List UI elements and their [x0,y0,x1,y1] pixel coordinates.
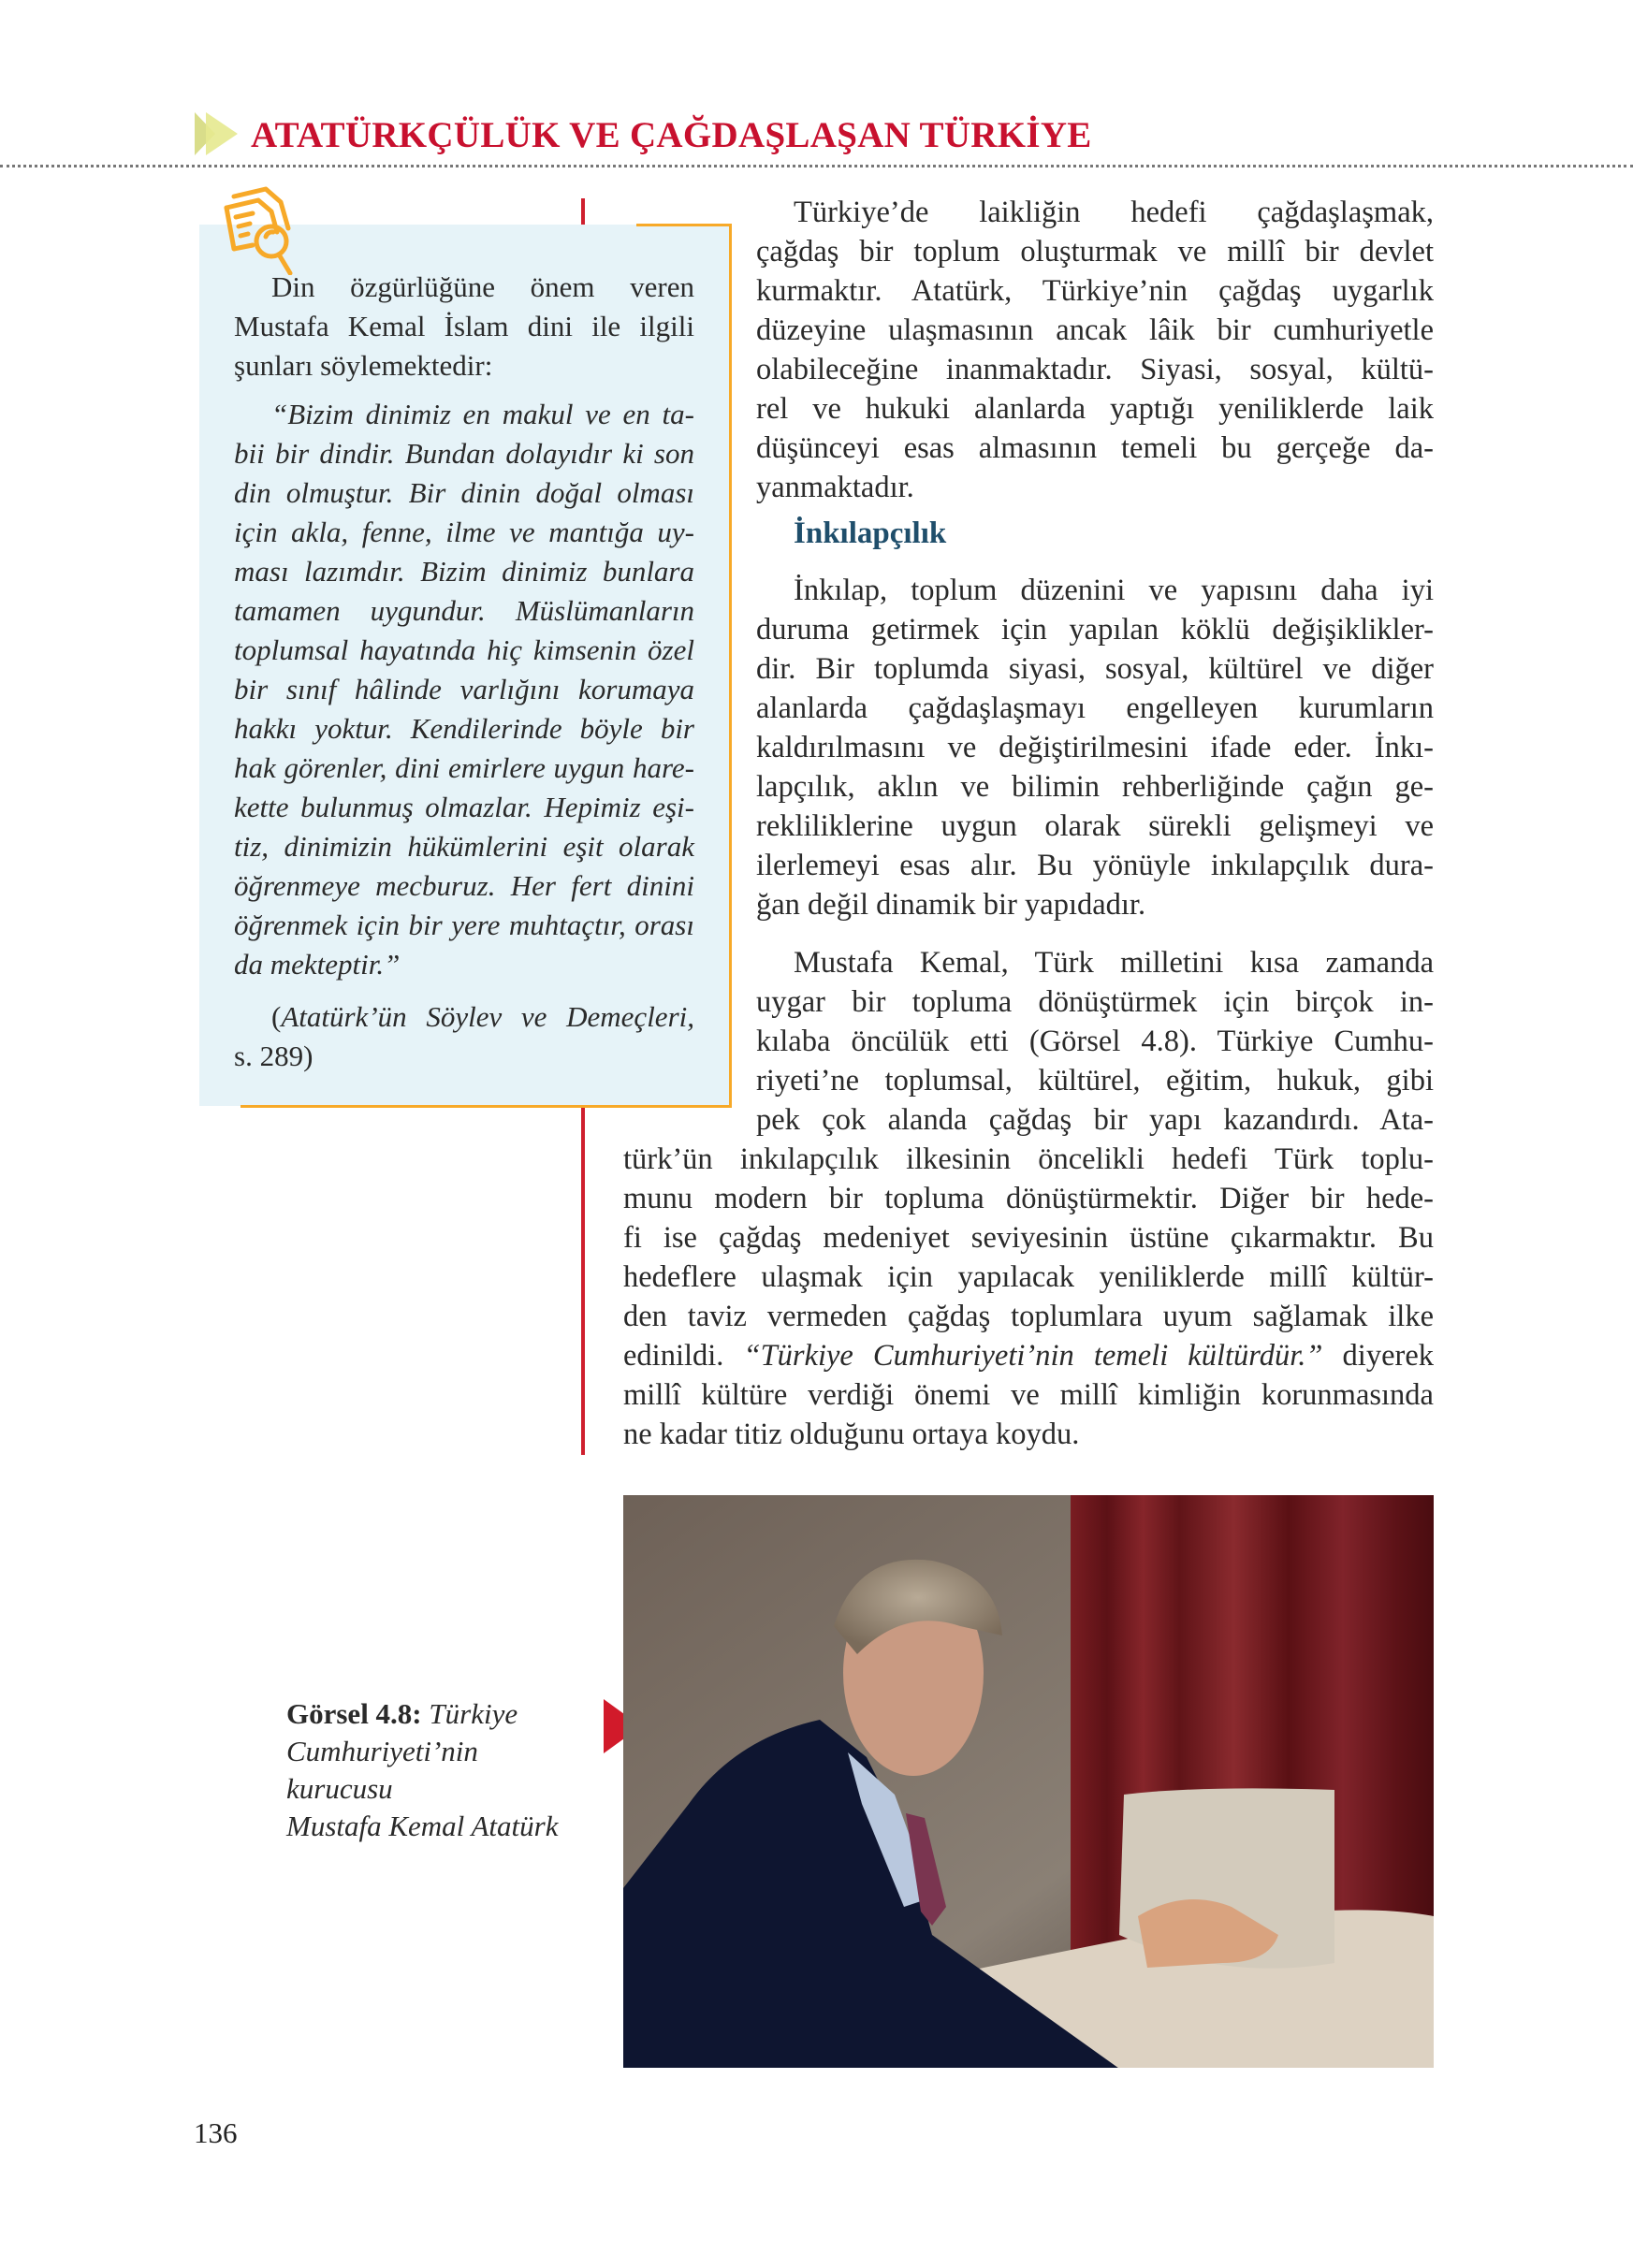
section-heading: İnkılapçılık [794,516,947,550]
body-line: düşünceyi esas almasının temeli bu gerçeğe da- [756,431,1434,465]
quote-line: tamamen uygundur. Müslümanların [234,594,694,627]
figure-label: Görsel 4.8: [286,1697,422,1730]
header-dotted-divider [0,165,1633,167]
body-line: dir. Bir toplumda siyasi, sosyal, kültürel ve diğer [756,652,1434,686]
quote-line: da mekteptir.” [234,948,401,981]
body-line: kurmaktır. Atatürk, Türkiye’nin çağdaş uygarlık [756,274,1434,308]
info-box-border-right [729,224,732,1108]
quote-line: öğrenmek için bir yere muhtaçtır, orası [234,909,694,941]
quote-suffix: diyerek [1322,1339,1435,1373]
quote-prefix: edinildi. [623,1339,744,1373]
double-chevron-right-icon [195,112,241,155]
source-paren: ( [271,1000,282,1033]
quote-line: toplumsal hayatında hiç kimsenin özel [234,633,694,666]
body-line: den taviz vermeden çağdaş toplumlara uyum sağlamak ilke [623,1300,1434,1333]
caption-line: kurucusu [286,1772,393,1805]
body-line: riyeti’ne toplumsal, kültürel, eğitim, hukuk, gibi [756,1064,1434,1098]
caption-line: Cumhuriyeti’nin [286,1735,478,1767]
sidebar-intro-line: Din özgürlüğüne önem veren [271,270,694,303]
quote-source-page: s. 289) [234,1040,313,1072]
document-search-icon [221,185,305,275]
body-line: hedeflere ulaşmak için yapılacak yeniliklerde millî kültür- [623,1260,1434,1294]
body-line: ne kadar titiz olduğunu ortaya koydu. [623,1418,1080,1451]
quote-line: “Bizim dinimiz en makul ve en ta- [271,398,694,430]
body-line: millî kültüre verdiği önemi ve millî kimliğin korunmasında [623,1378,1434,1412]
body-line: alanlarda çağdaşlaşmayı engelleyen kurumların [756,691,1434,725]
quote-line: bir sınıf hâlinde varlığını korumaya [234,673,694,705]
body-line: kılaba öncülük etti (Görsel 4.8). Türkiye Cumhu- [756,1025,1434,1058]
body-line: lapçılık, aklın ve bilimin rehberliğinde çağın ge- [756,770,1434,804]
body-line: ğan değil dinamik bir yapıdadır. [756,888,1146,922]
body-line: pek çok alanda çağdaş bir yapı kazandırdı. Ata- [756,1103,1434,1137]
body-line: ilerlemeyi esas alır. Bu yönüyle inkılapçılık dura- [756,849,1434,882]
body-line: rekliliklerine uygun olarak sürekli gelişmeyi ve [756,809,1434,843]
photo-illustration [623,1495,1434,2068]
quote-line: kette bulunmuş olmazlar. Hepimiz eşi- [234,791,694,823]
figure-caption [286,1695,558,1845]
quote-line: hakkı yoktur. Kendilerinde böyle bir [234,712,694,745]
inline-quote: “Türkiye Cumhuriyeti’nin temeli kültürdür.” [743,1339,1323,1373]
quote-line: öğrenmeye mecburuz. Her fert dinini [234,869,694,902]
body-line: türk’ün inkılapçılık ilkesinin öncelikli hedefi Türk toplu- [623,1142,1434,1176]
body-line-quote [623,1336,1434,1375]
quote-line: hak görenler, dini emirlere uygun hare- [234,751,694,784]
caption-line: Türkiye [429,1697,518,1730]
body-line: kaldırılmasını ve değiştirilmesini ifade eder. İnkı- [756,731,1434,764]
body-line: olabileceğine inanmaktadır. Siyasi, sosyal, kültü- [756,353,1434,386]
info-box-border-top [636,224,731,226]
body-line: uygar bir topluma dönüştürmek için birçok in- [756,985,1434,1019]
quote-line: bii bir dindir. Bundan dolayıdır ki son [234,437,694,470]
body-line: düzeyine ulaşmasının ancak lâik bir cumhuriyetle [756,313,1434,347]
body-line: Türkiye’de laikliğin hedefi çağdaşlaşmak, [794,196,1434,229]
ataturk-portrait-photo [623,1495,1434,2068]
quote-line: ması lazımdır. Bizim dinimiz bunlara [234,555,694,588]
info-box-border-bottom [241,1105,732,1108]
caption-line: Mustafa Kemal Atatürk [286,1810,559,1842]
quote-line: tiz, dinimizin hükümlerini eşit olarak [234,830,694,863]
sidebar-intro-line: Mustafa Kemal İslam dini ile ilgili [234,310,694,342]
body-line: çağdaş bir toplum oluşturmak ve millî bir devlet [756,235,1434,269]
page-number: 136 [194,2116,238,2149]
quote-line: din olmuştur. Bir dinin doğal olması [234,476,694,509]
sidebar-intro-line: şunları söylemektedir: [234,349,493,382]
body-line: munu modern bir topluma dönüştürmektir. Diğer bir hede- [623,1182,1434,1215]
body-line: yanmaktadır. [756,471,914,504]
body-line: Mustafa Kemal, Türk milletini kısa zamanda [794,946,1434,980]
body-line: fi ise çağdaş medeniyet seviyesinin üstüne çıkarmaktır. Bu [623,1221,1434,1255]
quote-line: için akla, fenne, ilme ve mantığa uy- [234,516,694,548]
quote-source [234,997,694,1037]
body-line: rel ve hukuki alanlarda yaptığı yeniliklerde laik [756,392,1434,426]
chapter-title: ATATÜRKÇÜLÜK VE ÇAĞDAŞLAŞAN TÜRKİYE [251,115,1092,155]
source-title: Atatürk’ün Söylev ve Demeçleri, [281,1000,694,1033]
body-line: İnkılap, toplum düzenini ve yapısını daha iyi [794,574,1434,607]
body-line: duruma getirmek için yapılan köklü değişiklikler- [756,613,1434,647]
